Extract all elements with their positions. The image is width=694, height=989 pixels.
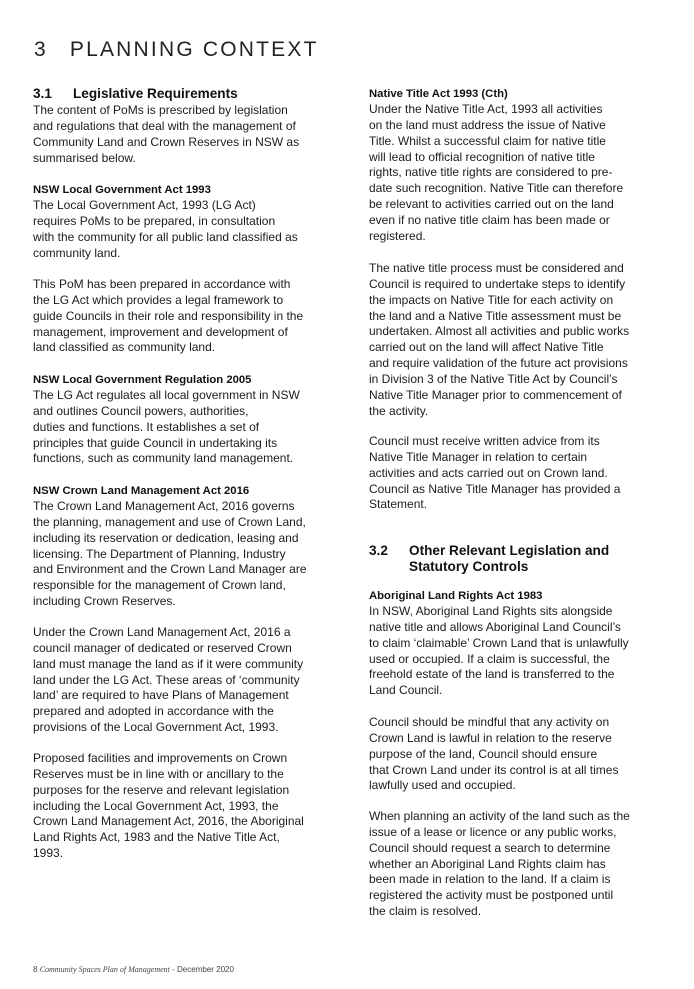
- native-title-heading: Native Title Act 1993 (Cth): [369, 88, 508, 100]
- native-title-paragraph-1: Under the Native Title Act, 1993 all activities on the land must address the issue of Native Title. Whilst a successful claim for native title will lead to official recognition of native title rights, native title rights are considered to pre- date such recognition. Native Title can therefore be relevant to activities carried out on the land even if no native title claim has been made or registered.: [369, 102, 624, 243]
- crown-land-act-paragraph-1: The Crown Land Management Act, 2016 governs the planning, management and use of Crown Land, including its reservation or dedication, leasing and licensing. The Department of Planning, Industry and Environment and the Crown Land Manager are responsible for the management of Crown land, including Crown Reserves.: [33, 499, 307, 609]
- lg-regulation-paragraph: The LG Act regulates all local government in NSW and outlines Council powers, authorities, duties and functions. It establishes a set of principles that guide Council in undertaking its functions, such as community land management.: [33, 388, 300, 466]
- chapter-title-text: PLANNING CONTEXT: [69, 38, 319, 61]
- lg-regulation-heading: NSW Local Government Regulation 2005: [33, 374, 252, 386]
- crown-land-act-paragraph-2: Under the Crown Land Management Act, 2016 a council manager of dedicated or reserved Crown land must manage the land as if it were community land under the LG Act. These areas of ‘community land’ are required to have Plans of Management prepared and adopted in accordance with the provisions of the Local Government Act, 1993.: [33, 625, 304, 735]
- section-3-2-heading: 3.2 Other Relevant Legislation and Statutory Controls: [369, 543, 610, 574]
- land-rights-paragraph-3: When planning an activity of the land such as the issue of a lease or licence or any public works, Council should request a search to determine whether an Aboriginal Land Rights claim has been made in relation to the land. If a claim is registered the activity must be postponed until the claim is resolved.: [369, 809, 630, 919]
- land-rights-paragraph-2: Council should be mindful that any activity on Crown Land is lawful in relation to the reserve purpose of the land, Council should ensure that Crown Land under its control is at all times lawfully used and occupied.: [369, 715, 619, 793]
- lg-act-heading: NSW Local Government Act 1993: [33, 184, 211, 196]
- lg-act-paragraph-1: The Local Government Act, 1993 (LG Act) requires PoMs to be prepared, in consultation with the community for all public land classified as community land.: [33, 198, 298, 260]
- land-rights-heading: Aboriginal Land Rights Act 1983: [369, 590, 543, 602]
- document-date: December 2020: [177, 965, 234, 974]
- footer-separator: -: [172, 965, 175, 974]
- crown-land-act-heading: NSW Crown Land Management Act 2016: [33, 485, 250, 497]
- chapter-number: 3: [34, 38, 48, 61]
- page-footer: [33, 965, 234, 974]
- native-title-paragraph-2: The native title process must be considered and Council is required to undertake steps to identify the impacts on Native Title for each activity on the land and a Native Title assessment must be undertaken. Almost all activities and public works carried out on the land will affect Native Title and require validation of the future act provisions in Division 3 of the Native Title Act by Council’s Native Title Manager prior to commencement of the activity.: [369, 261, 630, 418]
- native-title-paragraph-3: Council must receive written advice from its Native Title Manager in relation to certain activities and acts carried out on Crown land. Council as Native Title Manager has provided a Statement.: [369, 434, 621, 512]
- chapter-title: [34, 38, 319, 62]
- intro-paragraph: The content of PoMs is prescribed by legislation and regulations that deal with the management of Community Land and Crown Reserves in NSW as summarised below.: [33, 103, 300, 165]
- land-rights-paragraph-1: In NSW, Aboriginal Land Rights sits alongside native title and allows Aboriginal Land Council’s to claim ‘claimable’ Crown Land that is unlawfully used or occupied. If a claim is successful, the freehold estate of the land is transferred to the Land Council.: [369, 604, 629, 698]
- crown-land-act-paragraph-3: Proposed facilities and improvements on Crown Reserves must be in line with or ancillary to the purposes for the reserve and relevant legislation including the Local Government Act, 1993, the Crown Land Management Act, 2016, the Aboriginal Land Rights Act, 1983 and the Native Title Act, 1993.: [33, 751, 304, 861]
- lg-act-paragraph-2: This PoM has been prepared in accordance with the LG Act which provides a legal framework to guide Councils in their role and responsibility in the management, improvement and development of land classified as community land.: [33, 277, 304, 355]
- section-3-1-heading: 3.1 Legislative Requirements: [33, 86, 238, 101]
- document-title: Community Spaces Plan of Management: [39, 965, 170, 974]
- page-number: 8: [33, 965, 38, 974]
